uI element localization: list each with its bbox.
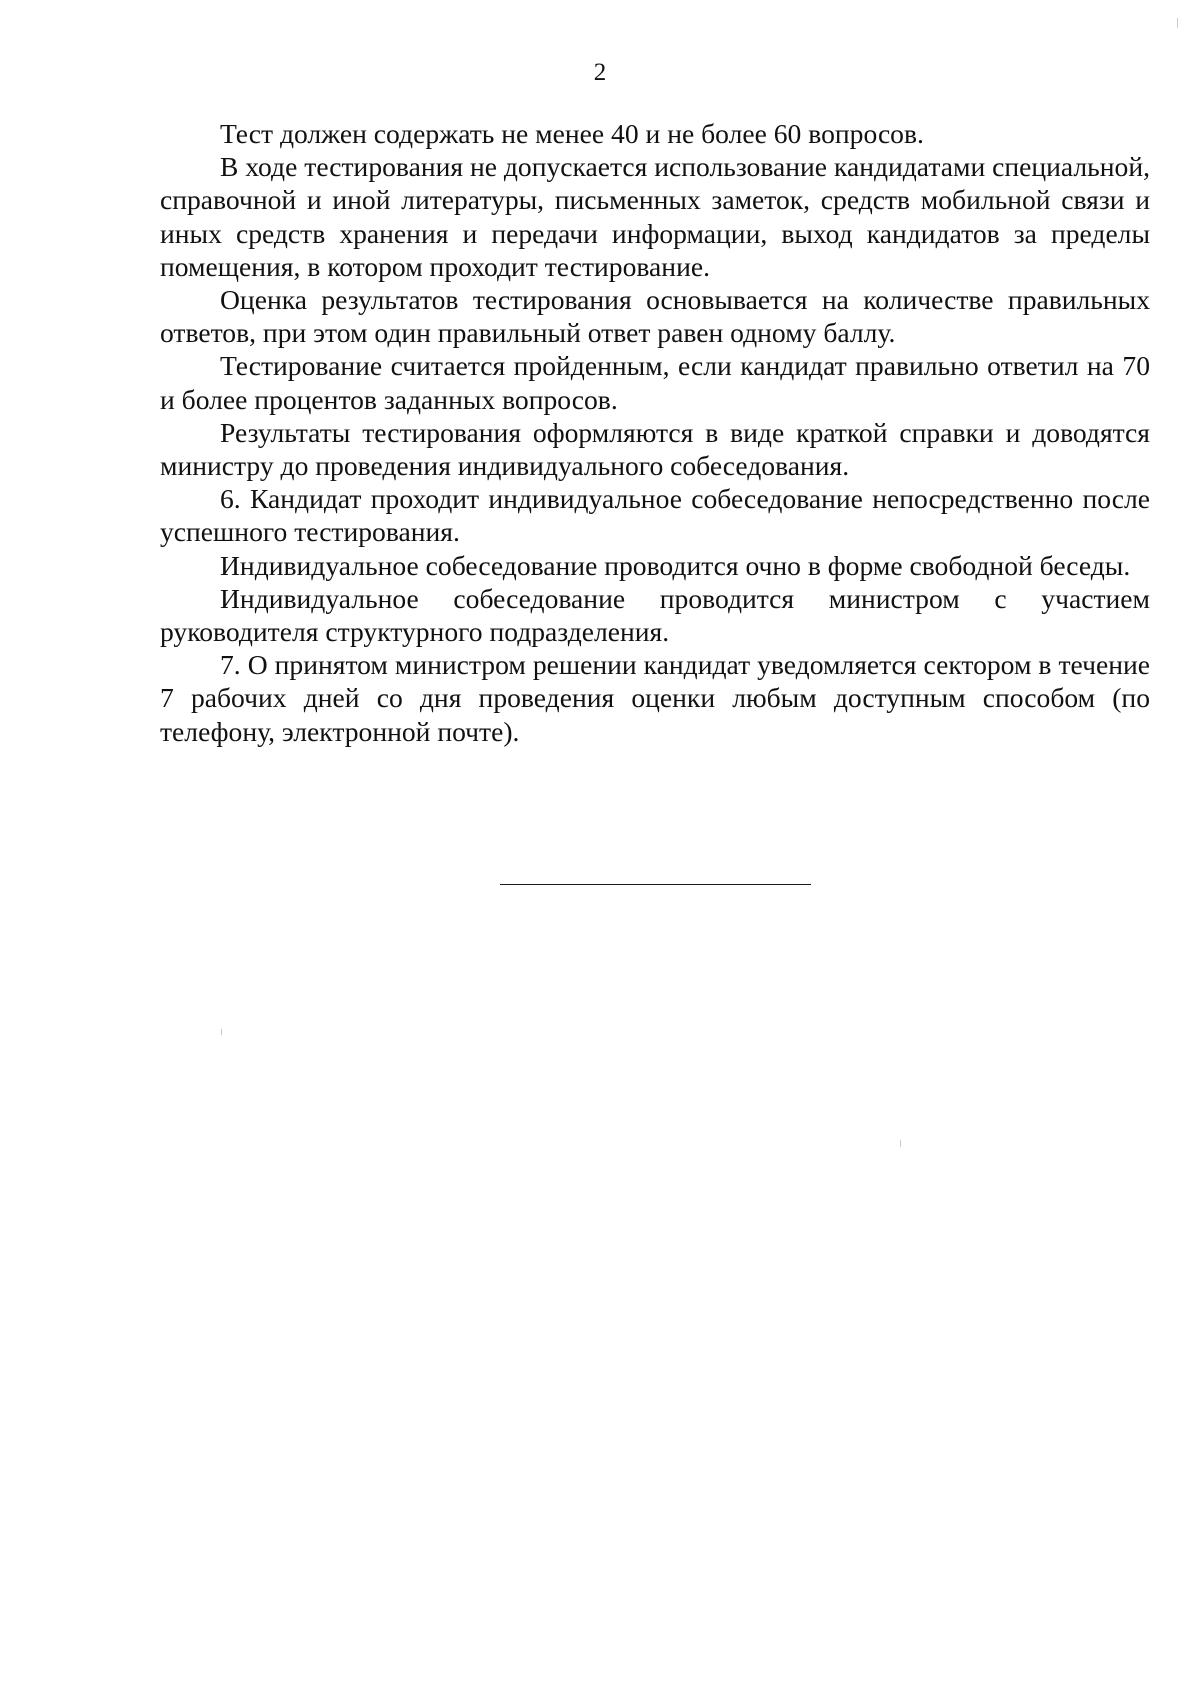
- paragraph-scoring: Оценка результатов тестирования основывается на количестве правильных ответов, при этом один правильный ответ равен одному баллу.: [160, 284, 1150, 349]
- end-of-text-rule: [500, 884, 811, 885]
- paragraph-testing-restrictions: В ходе тестирования не допускается использование кандидатами специальной, справочной и иной литературы, письменных заметок, средств мобильной связи и иных средств хранения и передачи информации, выход кандидатов за пределы помещения, в котором проходит тестирование.: [160, 151, 1150, 282]
- paragraph-interview-format: Индивидуальное собеседование проводится очно в форме свободной беседы.: [220, 549, 1131, 581]
- paragraph-pass-threshold: Тестирование считается пройденным, если кандидат правильно ответил на 70 и более процентов заданных вопросов.: [160, 350, 1150, 415]
- paragraph-results-report: Результаты тестирования оформляются в виде краткой справки и доводятся министру до проведения индивидуального собеседования.: [160, 416, 1150, 482]
- paragraph-item-7-notification: 7. О принятом министром решении кандидат уведомляется сектором в течение 7 рабочих дней со дня проведения оценки любым доступным способом (по телефону, электронной почте).: [160, 649, 1150, 747]
- paragraph-test-size: Тест должен содержать не менее 40 и не более 60 вопросов.: [220, 118, 924, 149]
- paragraph-interview-participants: Индивидуальное собеседование проводится министром с участием руководителя структурного подразделения.: [160, 582, 1150, 648]
- document-body: [160, 117, 1150, 748]
- scan-speck: [1177, 18, 1178, 28]
- scan-speck: [221, 1029, 222, 1035]
- scan-speck: [900, 1140, 901, 1147]
- page-number: 2: [593, 59, 607, 86]
- paragraph-item-6-interview: 6. Кандидат проходит индивидуальное собеседование непосредственно после успешного тестирования.: [160, 483, 1150, 548]
